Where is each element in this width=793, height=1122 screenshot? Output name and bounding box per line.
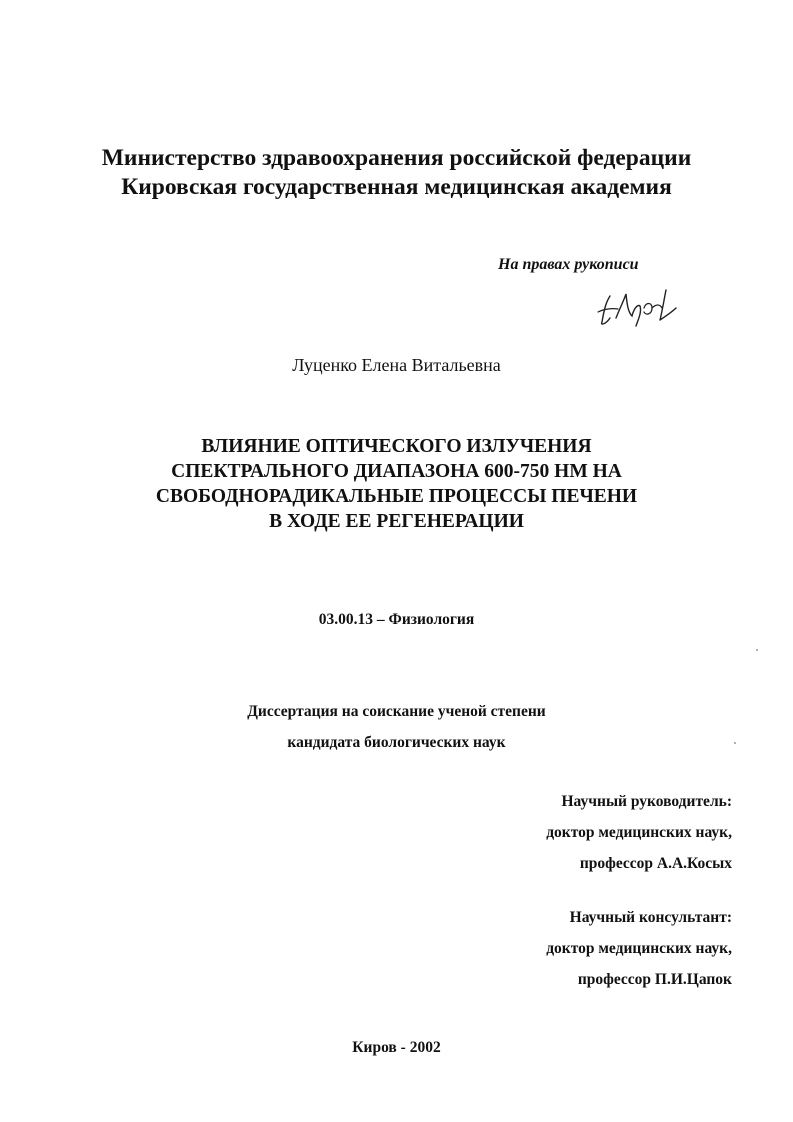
specialty-code: 03.00.13 – Физиология bbox=[318, 611, 475, 628]
author-name: Луценко Елена Витальевна bbox=[292, 355, 501, 375]
degree-line-1: Диссертация на соискание ученой степени bbox=[247, 703, 546, 720]
title-line-1: ВЛИЯНИЕ ОПТИЧЕСКОГО ИЗЛУЧЕНИЯ bbox=[201, 436, 592, 457]
title-line-4: В ХОДЕ ЕЕ РЕГЕНЕРАЦИИ bbox=[269, 511, 524, 532]
supervisor-label: Научный руководитель: bbox=[561, 793, 732, 810]
degree-statement bbox=[0, 696, 793, 758]
academy-name: Кировская государственная медицинская академия bbox=[121, 174, 672, 200]
consultant-name: профессор П.И.Цапок bbox=[577, 971, 732, 988]
title-line-2: СПЕКТРАЛЬНОГО ДИАПАЗОНА 600-750 НМ НА bbox=[171, 461, 622, 482]
consultant-degree: доктор медицинских наук, bbox=[546, 940, 732, 957]
degree-line-2: кандидата биологических наук bbox=[287, 734, 506, 751]
organization-header bbox=[0, 144, 793, 202]
manuscript-rights-note: На правах рукописи bbox=[498, 256, 639, 273]
supervisor-block bbox=[546, 786, 732, 879]
scan-speck bbox=[734, 742, 736, 744]
scan-speck bbox=[756, 649, 758, 651]
supervisor-degree: доктор медицинских наук, bbox=[546, 824, 732, 841]
title-line-3: СВОБОДНОРАДИКАЛЬНЫЕ ПРОЦЕССЫ ПЕЧЕНИ bbox=[155, 486, 638, 507]
ministry-name: Министерство здравоохранения российской федерации bbox=[101, 145, 692, 171]
consultant-block bbox=[546, 902, 732, 995]
signature-icon bbox=[592, 282, 682, 332]
dissertation-title bbox=[0, 434, 793, 534]
consultant-label: Научный консультант: bbox=[569, 909, 732, 926]
city-year: Киров - 2002 bbox=[352, 1039, 441, 1056]
supervisor-name: профессор А.А.Косых bbox=[579, 855, 732, 872]
